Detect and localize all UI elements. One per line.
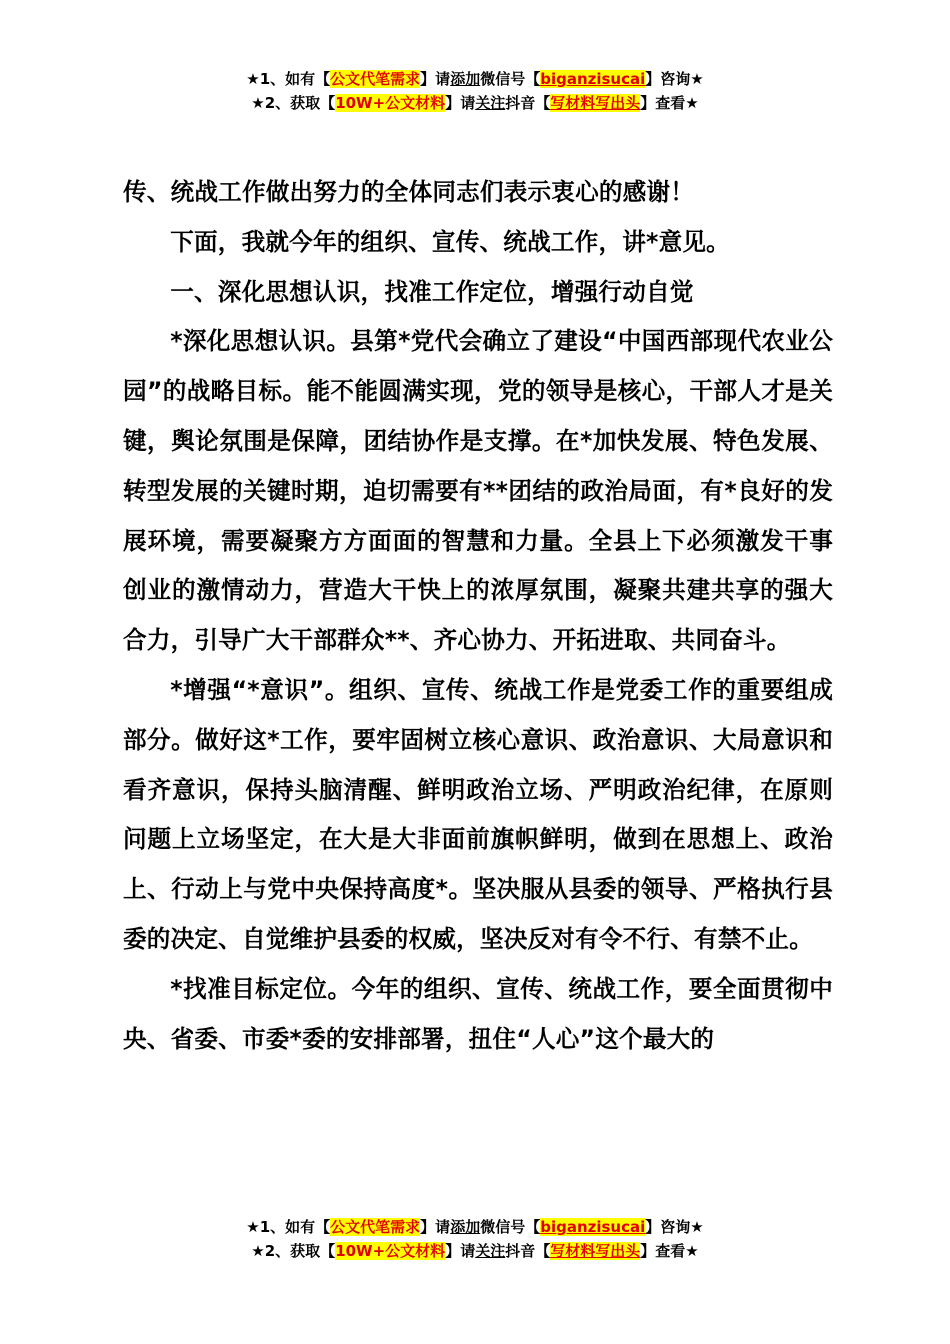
banner-add-text: 添加	[450, 70, 481, 88]
highlight-materials: 10W+公文材料	[335, 1242, 446, 1260]
paragraph-deepen-thinking: *深化思想认识。县第*党代会确立了建设“中国西部现代农业公园”的战略目标。能不能圆满实现，党的领导是核心，干部人才是关键，舆论氛围是保障，团结协作是支撑。在*加快发展、特色发展、转型发展的关键时期，迫切需要有**团结的政治局面，有*良好的发展环境，需要凝聚方方面面的智慧和力量。全县上下必须激发干事创业的激情动力，营造大干快上的浓厚氛围，凝聚共建共享的强大合力，引导广大干部群众**、齐心协力、开拓进取、共同奋斗。	[123, 327, 833, 655]
banner-text: 】请	[420, 1218, 451, 1236]
footer-banner-line-2	[0, 1239, 950, 1263]
banner-text: 】请	[420, 70, 451, 88]
banner-text: 抖音【	[505, 1242, 551, 1260]
highlight-service: 公文代笔需求	[330, 1218, 421, 1236]
banner-text: 】咨询★	[645, 70, 704, 88]
banner-text: ★1、如有【	[246, 1218, 331, 1236]
banner-line-1	[0, 67, 950, 91]
banner-text: ★2、获取【	[251, 94, 336, 112]
header-banner	[0, 67, 950, 115]
paragraph-target-positioning: *找准目标定位。今年的组织、宣传、统战工作，要全面贯彻中央、省委、市委*委的安排部署，扭住“人心”这个最大的	[123, 974, 833, 1053]
paragraph-intro: 下面，我就今年的组织、宣传、统战工作，讲*意见。	[170, 227, 730, 256]
footer-banner-line-1	[0, 1215, 950, 1239]
banner-text: 微信号【	[480, 1218, 541, 1236]
banner-text: 】咨询★	[645, 1218, 704, 1236]
paragraph-awareness: *增强“*意识”。组织、宣传、统战工作是党委工作的重要组成部分。做好这*工作，要牢固树立核心意识、政治意识、大局意识和看齐意识，保持头脑清醒、鲜明政治立场、严明政治纪律，在原则问题上立场坚定，在大是大非面前旗帜鲜明，做到在思想上、政治上、行动上与党中央保持高度*。坚决服从县委的领导、严格执行县委的决定、自觉维护县委的权威，坚决反对有令不行、有禁不止。	[123, 675, 833, 953]
banner-follow-text: 关注	[475, 1242, 506, 1260]
douyin-account-link[interactable]: 写材料写出头	[550, 94, 641, 112]
section-heading: 一、深化思想认识，找准工作定位，增强行动自觉	[170, 277, 694, 306]
highlight-service: 公文代笔需求	[330, 70, 421, 88]
highlight-materials: 10W+公文材料	[335, 94, 446, 112]
banner-text: 】请	[445, 94, 476, 112]
wechat-id-link[interactable]: biganzisucai	[540, 1218, 646, 1236]
banner-text: 】查看★	[640, 1242, 699, 1260]
banner-follow-text: 关注	[475, 94, 506, 112]
banner-add-text: 添加	[450, 1218, 481, 1236]
banner-text: ★1、如有【	[246, 70, 331, 88]
banner-text: 抖音【	[505, 94, 551, 112]
banner-text: 】请	[445, 1242, 476, 1260]
banner-line-2	[0, 91, 950, 115]
paragraph-continuation: 传、统战工作做出努力的全体同志们表示衷心的感谢！	[123, 178, 695, 206]
banner-text: 微信号【	[480, 70, 541, 88]
footer-banner	[0, 1215, 950, 1263]
wechat-id-link[interactable]: biganzisucai	[540, 70, 646, 88]
banner-text: ★2、获取【	[251, 1242, 336, 1260]
banner-text: 】查看★	[640, 94, 699, 112]
douyin-account-link[interactable]: 写材料写出头	[550, 1242, 641, 1260]
document-body	[123, 168, 833, 1064]
